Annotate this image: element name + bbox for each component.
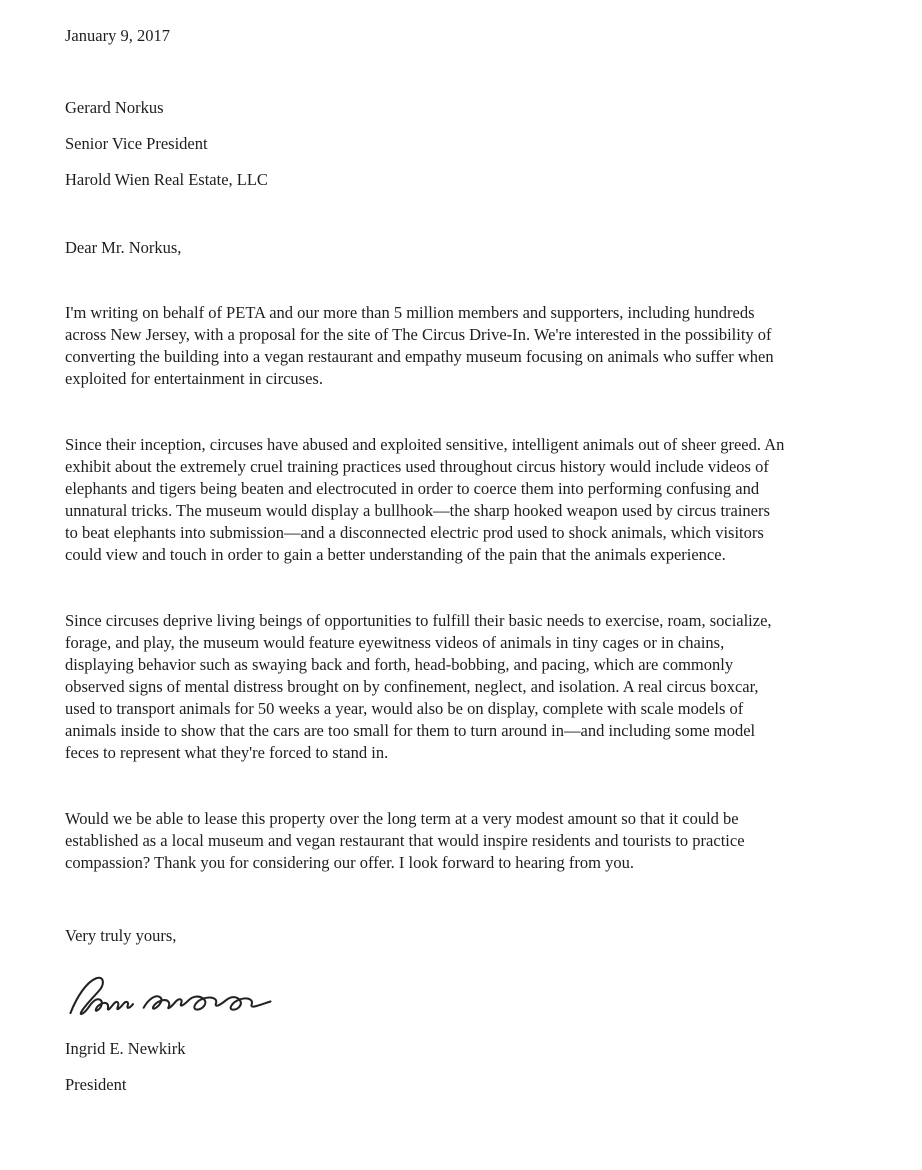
letter-date: January 9, 2017 xyxy=(65,26,170,45)
recipient-name: Gerard Norkus xyxy=(65,98,164,117)
body-paragraph-2: Since their inception, circuses have abused and exploited sensitive, intelligent animals out of sheer greed. An exhibit about the extremely cruel training practices used throughout circus history would include videos of elephants and tigers being beaten and electrocuted in order to coerce them into performing confusing and unnatural tricks. The museum would display a bullhook—the sharp hooked weapon used by circus trainers to beat elephants into submission—and a disconnected electric prod used to shock animals, which visitors could view and touch in order to gain a better understanding of the pain that the animals experience. xyxy=(65,435,785,564)
body-paragraph-1: I'm writing on behalf of PETA and our more than 5 million members and supporters, including hundreds across New Jersey, with a proposal for the site of The Circus Drive-In. We're interested in the possibility of converting the building into a vegan restaurant and empathy museum focusing on animals who suffer when exploited for entertainment in circuses. xyxy=(65,303,774,388)
signatory-name: Ingrid E. Newkirk xyxy=(65,1039,186,1058)
salutation: Dear Mr. Norkus, xyxy=(65,238,182,257)
handwritten-signature-icon xyxy=(65,972,882,1022)
recipient-block xyxy=(65,97,882,191)
recipient-company: Harold Wien Real Estate, LLC xyxy=(65,170,268,189)
letter-body xyxy=(65,302,882,874)
body-paragraph-4: Would we be able to lease this property over the long term at a very modest amount so that it could be established as a local museum and vegan restaurant that would inspire residents and tourists to practice compassion? Thank you for considering our offer. I look forward to hearing from you. xyxy=(65,809,745,872)
recipient-title: Senior Vice President xyxy=(65,134,208,153)
signatory-title: President xyxy=(65,1075,127,1094)
closing-valediction: Very truly yours, xyxy=(65,926,177,945)
body-paragraph-3: Since circuses deprive living beings of opportunities to fulfill their basic needs to exercise, roam, socialize, forage, and play, the museum would feature eyewitness videos of animals in tiny cages or in chains, displaying behavior such as swaying back and forth, head-bobbing, and pacing, which are commonly observed signs of mental distress brought on by confinement, neglect, and isolation. A real circus boxcar, used to transport animals for 50 weeks a year, would also be on display, complete with scale models of animals inside to show that the cars are too small for them to turn around in—and including some model feces to represent what they're forced to stand in. xyxy=(65,611,772,762)
